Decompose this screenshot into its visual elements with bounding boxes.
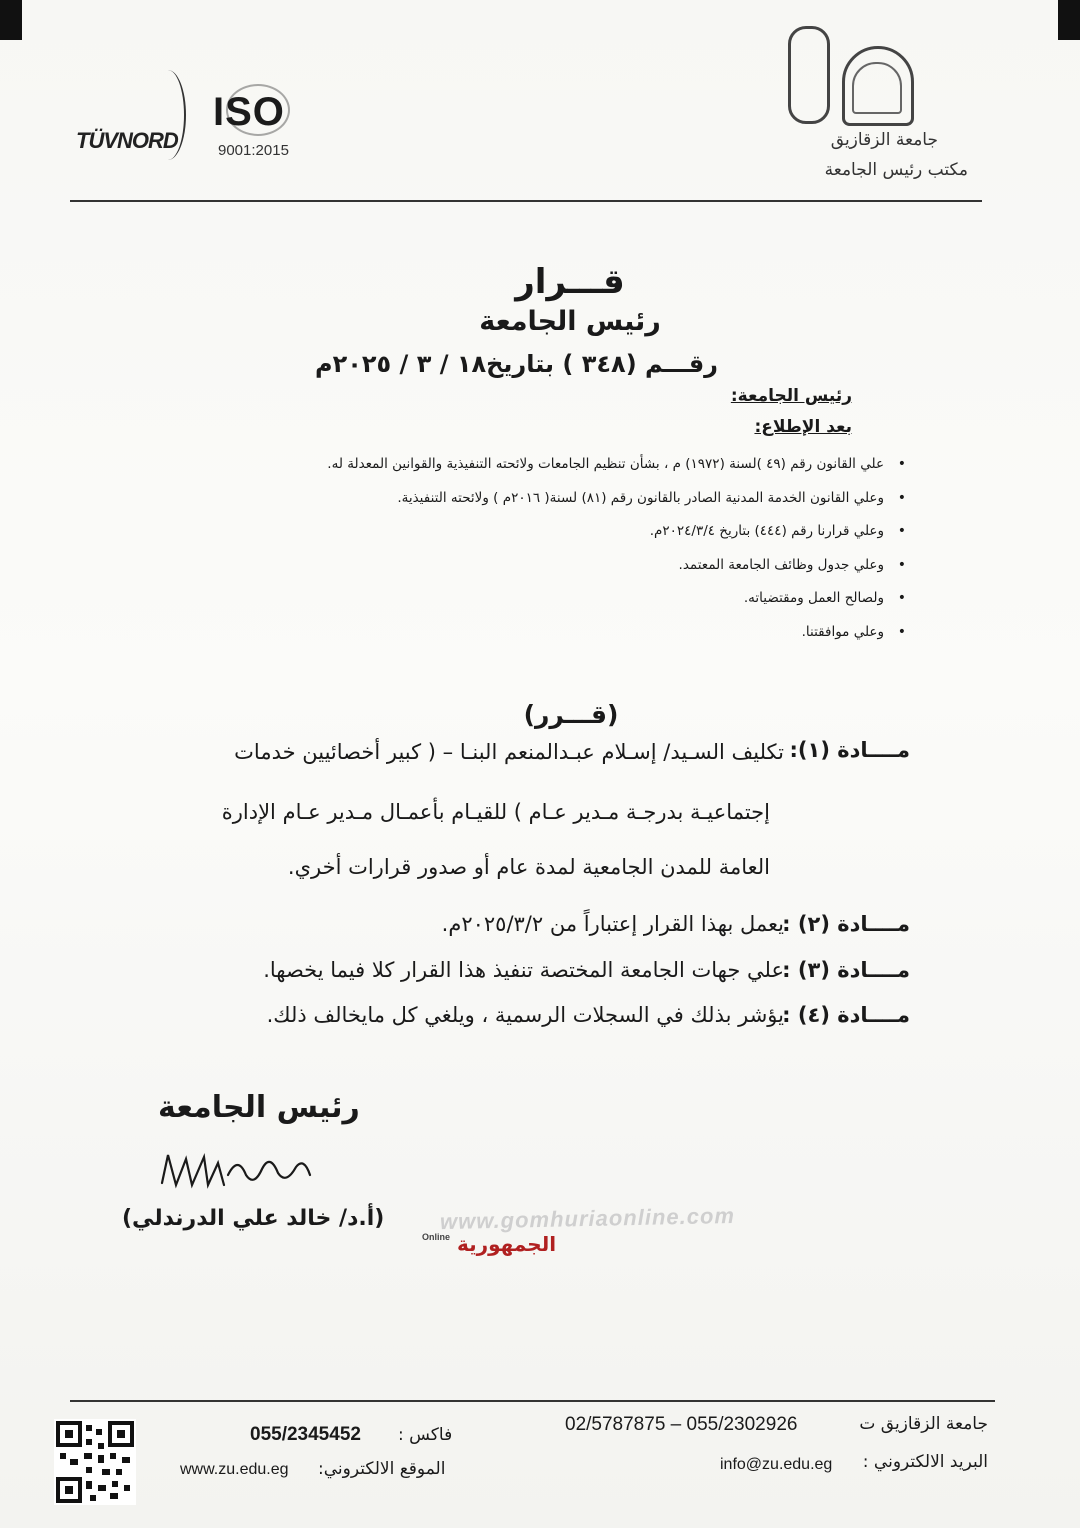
watermark-logo	[422, 1232, 556, 1256]
article-2-label: مــــادة (٢) :	[782, 912, 910, 936]
article-4-label: مــــادة (٤) :	[782, 1003, 910, 1027]
iso-logo: ISO	[213, 90, 285, 134]
university-name: جامعة الزقازيق	[830, 130, 938, 150]
article-3-text: علي جهات الجامعة المختصة تنفيذ هذا القرار كلا فيما يخصها.	[263, 958, 784, 982]
decided-heading: (قـــرر)	[523, 700, 619, 729]
signature-title: رئيس الجامعة	[158, 1090, 360, 1125]
watermark-logo-tag: Online	[422, 1232, 451, 1242]
preamble-item: • وعلي القانون الخدمة المدنية الصادر بالقانون رقم (٨١) لسنة( ٢٠١٦م ) ولائحته التنفيذية.	[144, 482, 884, 516]
preamble-after-review-label: بعد الإطلاع:	[754, 417, 852, 437]
preamble-president-label: رئيس الجامعة:	[730, 386, 852, 406]
article-1-label: مــــادة (١):	[789, 738, 910, 762]
decision-number-date: رقـــم (٣٤٨ ) بتاريخ١٨ / ٣ / ٢٠٢٥م	[315, 350, 718, 378]
footer-phone-numbers: 02/5787875 – 055/2302926	[565, 1414, 798, 1435]
university-seal-inner	[852, 62, 902, 114]
issuer-title: رئيس الجامعة	[479, 306, 661, 337]
scan-shadow-right	[1058, 0, 1080, 40]
watermark-logo-text: الجمهورية	[456, 1232, 557, 1256]
footer-email[interactable]: info@zu.edu.eg	[720, 1456, 833, 1473]
header-divider	[70, 200, 982, 202]
footer-fax-number: 055/2345452	[250, 1424, 361, 1445]
iso-standard-number: 9001:2015	[218, 142, 289, 159]
preamble-item: • علي القانون رقم (٤٩ )لسنة (١٩٧٢) م ، بشأن تنظيم الجامعات ولائحته التنفيذية والقوانين المعدلة له.	[144, 448, 884, 482]
footer-fax-label: فاكس :	[398, 1425, 453, 1445]
preamble-list	[144, 448, 884, 649]
footer-website-label: الموقع الالكتروني:	[318, 1459, 446, 1479]
qr-code	[54, 1419, 136, 1505]
article-2-text: يعمل بهذا القرار إعتباراً من ٢٠٢٥/٣/٢م.	[441, 912, 784, 936]
signatory-name: (أ.د/ خالد علي الدرندلي)	[122, 1206, 385, 1231]
article-1-line-3: العامة للمدن الجامعية لمدة عام أو صدور قرارات أخري.	[287, 855, 770, 879]
watermark-url: www.gomhuriaonline.com	[439, 1202, 736, 1235]
article-3-label: مــــادة (٣) :	[782, 958, 910, 982]
article-1-line-2: إجتماعيـة بدرجـة مـدير عـام ) للقيـام بأعمـال مـدير عـام الإدارة	[221, 800, 770, 824]
preamble-item: • وعلي قرارنا رقم (٤٤٤) بتاريخ ٢٠٢٤/٣/٤م.	[144, 515, 884, 549]
decision-title: قـــرار	[515, 262, 625, 302]
paperclip-icon	[788, 26, 830, 124]
footer-phone-label: جامعة الزقازيق ت	[859, 1414, 988, 1434]
tuv-nord-logo: TÜVNORD	[76, 128, 178, 153]
office-name: مكتب رئيس الجامعة	[824, 160, 968, 180]
handwritten-signature	[158, 1145, 318, 1195]
footer-email-label: البريد الالكتروني :	[862, 1452, 988, 1472]
footer-website[interactable]: www.zu.edu.eg	[180, 1461, 289, 1478]
preamble-item: • ولصالح العمل ومقتضياته.	[144, 582, 884, 616]
scan-shadow-left	[0, 0, 22, 40]
preamble-item: • وعلي موافقتنا.	[144, 616, 884, 650]
footer-divider	[70, 1400, 995, 1402]
preamble-item: • وعلي جدول وظائف الجامعة المعتمد.	[144, 549, 884, 583]
article-1-line-1: تكليف السـيد/ إسـلام عبـدالمنعم البنـا – ( كبير أخصائيين خدمات	[234, 740, 784, 764]
article-4-text: يؤشر بذلك في السجلات الرسمية ، ويلغي كل مايخالف ذلك.	[266, 1003, 784, 1027]
